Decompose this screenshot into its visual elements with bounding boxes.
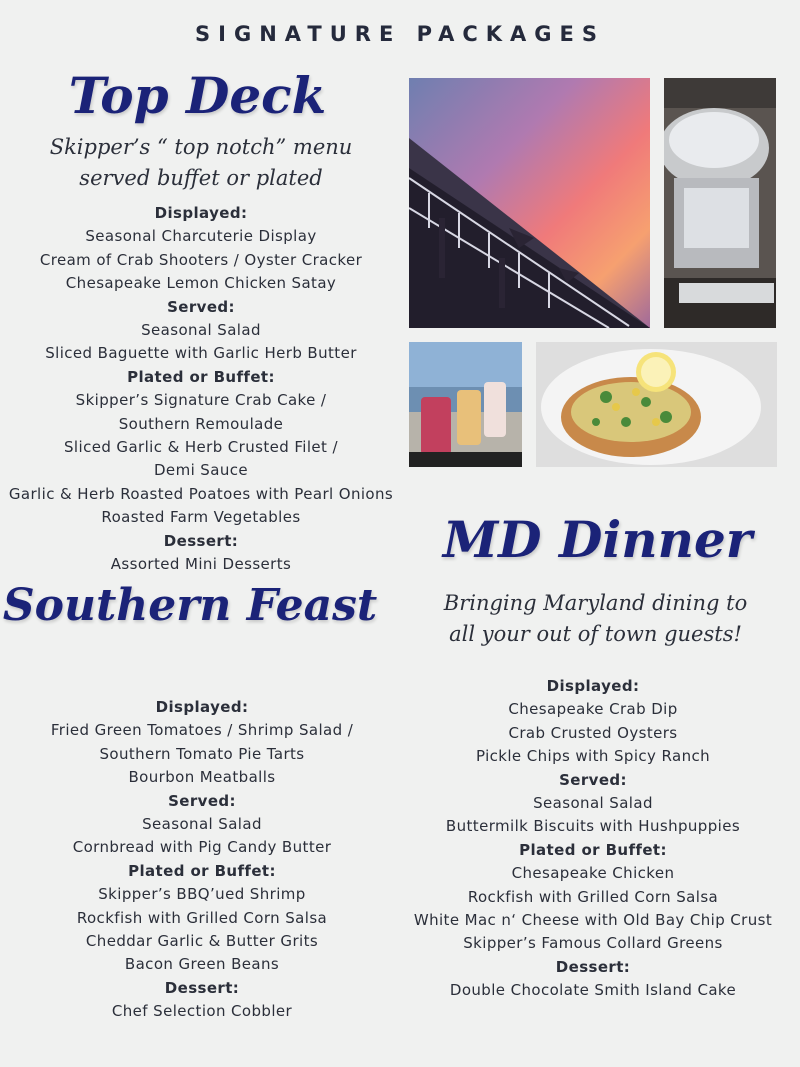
menu-section-heading: Plated or Buffet: <box>519 840 667 859</box>
menu-section-heading: Served: <box>167 297 235 316</box>
menu-item: Fried Green Tomatoes / Shrimp Salad / <box>50 721 354 740</box>
menu-item: Skipper’s Famous Collard Greens <box>463 934 723 953</box>
cocktails-photo <box>409 342 522 467</box>
menu-item: Rockfish with Grilled Corn Salsa <box>467 887 719 906</box>
menu-section-heading: Dessert: <box>164 978 240 997</box>
menu-item: Bacon Green Beans <box>124 955 280 974</box>
menu-item: Chesapeake Lemon Chicken Satay <box>65 274 337 293</box>
menu-section-heading: Displayed: <box>154 204 248 222</box>
subtitle-line: Bringing Maryland dining to <box>443 591 748 615</box>
menu-item: Crab Crusted Oysters <box>508 723 678 742</box>
md-dinner-subtitle <box>398 588 793 650</box>
menu-item: Assorted Mini Desserts <box>110 555 292 574</box>
sunset-pier-photo <box>409 78 650 328</box>
top-deck-subtitle <box>0 132 402 194</box>
menu-item: Chesapeake Crab Dip <box>508 700 678 719</box>
menu-item: Pickle Chips with Spicy Ranch <box>475 747 711 766</box>
menu-section-heading: Served: <box>168 791 236 810</box>
menu-item: Skipper’s Signature Crab Cake / <box>75 391 327 410</box>
menu-section-heading: Plated or Buffet: <box>128 861 276 880</box>
southern-feast-menu <box>0 696 404 1024</box>
subtitle-line: served buffet or plated <box>79 166 323 190</box>
menu-section-heading: Dessert: <box>555 957 631 976</box>
menu-item: Seasonal Salad <box>533 794 653 813</box>
menu-section-heading: Plated or Buffet: <box>127 367 275 386</box>
menu-item: Garlic & Herb Roasted Poatoes with Pearl Onions <box>8 484 394 503</box>
menu-item: White Mac n‘ Cheese with Old Bay Chip Crust <box>413 911 773 930</box>
menu-item: Roasted Farm Vegetables <box>101 508 301 527</box>
md-dinner-title: MD Dinner <box>442 510 753 569</box>
menu-item: Sliced Baguette with Garlic Herb Butter <box>45 344 357 363</box>
top-deck-title: Top Deck <box>68 66 327 125</box>
page-header: SIGNATURE PACKAGES <box>195 22 605 46</box>
menu-item: Seasonal Salad <box>142 815 262 834</box>
menu-item: Seasonal Salad <box>141 321 261 340</box>
menu-item: Bourbon Meatballs <box>128 768 276 787</box>
menu-item: Cornbread with Pig Candy Butter <box>72 838 332 857</box>
menu-section-heading: Served: <box>559 770 627 789</box>
menu-section-heading: Dessert: <box>163 531 239 550</box>
md-dinner-menu <box>400 675 786 1003</box>
menu-item: Skipper’s BBQ’ued Shrimp <box>98 885 306 904</box>
menu-item: Cheddar Garlic & Butter Grits <box>85 932 319 951</box>
menu-item: Buttermilk Biscuits with Hushpuppies <box>445 817 741 836</box>
menu-item: Sliced Garlic & Herb Crusted Filet / <box>64 438 338 457</box>
menu-item: Southern Remoulade <box>118 414 284 433</box>
crab-dish-photo <box>536 342 777 467</box>
menu-item: Rockfish with Grilled Corn Salsa <box>76 908 328 927</box>
southern-feast-title: Southern Feast <box>2 580 378 631</box>
menu-section-heading: Displayed: <box>155 698 249 716</box>
menu-item: Double Chocolate Smith Island Cake <box>449 981 737 1000</box>
menu-item: Demi Sauce <box>153 461 249 480</box>
menu-item: Chef Selection Cobbler <box>111 1002 293 1021</box>
menu-item: Southern Tomato Pie Tarts <box>99 744 305 763</box>
menu-item: Chesapeake Chicken <box>511 864 675 883</box>
menu-item: Seasonal Charcuterie Display <box>85 227 317 246</box>
chafing-dish-photo <box>664 78 776 328</box>
subtitle-line: Skipper’s “ top notch” menu <box>49 135 353 159</box>
subtitle-line: all your out of town guests! <box>449 622 742 646</box>
top-deck-menu <box>0 202 402 577</box>
menu-item: Cream of Crab Shooters / Oyster Cracker <box>39 250 363 269</box>
menu-section-heading: Displayed: <box>546 677 640 695</box>
